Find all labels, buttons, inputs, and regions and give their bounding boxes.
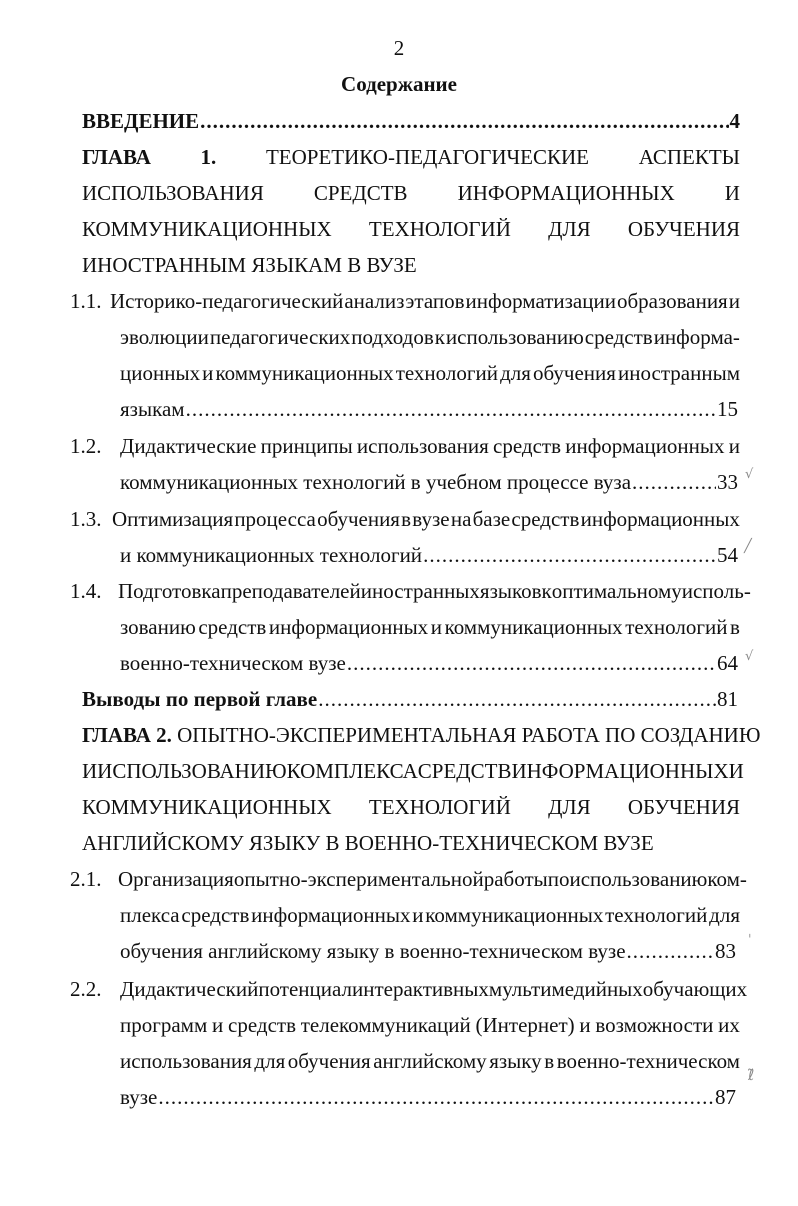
section-2-1-line3[interactable]: обучения английскому языку в военно-техническом вузе ..... 83 [120,938,736,964]
pencil-check-mark: √ [745,467,754,482]
section-1-4-line3[interactable]: военно-техническом вузе ..... 64 [120,650,738,676]
section-number: 1.2. [70,434,102,458]
dot-leader [632,469,716,495]
chapter2-heading-line1: ГЛАВА 2. ОПЫТНО-ЭКСПЕРИМЕНТАЛЬНАЯ РАБОТА ПО СОЗДАНИЮ [82,723,761,747]
pencil-tick-mark: ˈ [748,933,752,948]
chapter2-heading-line4: АНГЛИЙСКОМУ ЯЗЫКУ В ВОЕННО-ТЕХНИЧЕСКОМ ВУЗЕ [82,831,654,855]
word: СРЕДСТВ [313,181,408,205]
section-number: 1.1. [70,289,102,313]
section-2-2-line2[interactable]: программ и средств телекоммуникаций (Интернет) и возможности их [120,1013,740,1037]
dot-leader [200,108,728,134]
word: ТЕОРЕТИКО-ПЕДАГОГИЧЕСКИЕ [265,145,590,169]
section-2-2-line1[interactable]: Дидактический потенциал интерактивных мультимедийных обучающих [120,977,748,1001]
section-2-2-line4[interactable]: вузе ..... 87 [120,1084,736,1110]
dot-leader [347,650,716,676]
word: ДЛЯ [548,217,591,241]
toc-entry-intro[interactable] [82,108,740,134]
toc-page-number: 4 [729,109,740,133]
section-number: 1.4. [70,579,102,603]
section-1-3-line1[interactable]: Оптимизация процесса обучения в вузе на базе средств информационных [112,507,740,531]
toc-page-number: 83 [715,939,736,963]
section-2-1-line1[interactable]: Организация опытно-экспериментальной работы по использованию ком- [118,867,747,891]
page-title: Содержание [341,72,457,96]
chapter1-heading-line2 [82,180,740,206]
section-2-2-line3[interactable]: использования для обучения английскому языку в военно-техническом [120,1049,740,1073]
toc-entry-conclusions[interactable] [82,686,738,712]
pencil-scribble-mark: ℓ̃ [748,1066,755,1084]
section-1-2-line2[interactable]: коммуникационных технологий в учебном процессе вуза ..... 33 [120,469,738,495]
word: ОБУЧЕНИЯ [627,217,740,241]
pencil-tick-mark: ╱ [744,539,752,554]
section-1-1-line2[interactable]: эволюции педагогических подходов к использованию средств информа- [120,325,740,349]
toc-page-number: 64 [717,651,738,675]
dot-leader [627,938,714,964]
dot-leader [186,396,716,422]
chapter-number: 1. [200,145,217,169]
section-1-1-line1[interactable]: Историко-педагогический анализ этапов информатизации образования и [110,289,740,313]
section-number: 1.3. [70,507,102,531]
section-1-4-line1[interactable]: Подготовка преподавателей иностранных языков к оптимальному исполь- [118,579,751,603]
toc-page-number: 87 [715,1085,736,1109]
section-number: 2.1. [70,867,102,891]
chapter2-heading-line3: КОММУНИКАЦИОННЫХ ТЕХНОЛОГИЙ ДЛЯ ОБУЧЕНИЯ [82,795,740,819]
dot-leader [423,542,716,568]
section-number: 2.2. [70,977,102,1001]
section-2-1-line2[interactable]: плекса средств информационных и коммуникационных технологий для [120,903,740,927]
chapter-label: ГЛАВА 2. [82,723,172,747]
toc-page-number: 54 [717,543,738,567]
toc-page-number: 33 [717,470,738,494]
toc-page-number: 81 [717,687,738,711]
chapter1-heading-line4: ИНОСТРАННЫМ ЯЗЫКАМ В ВУЗЕ [82,253,417,277]
chapter-word: ГЛАВА [82,145,151,169]
word: ИНФОРМАЦИОННЫХ [457,181,675,205]
word: ТЕХНОЛОГИЙ [368,217,511,241]
section-1-1-line4[interactable]: языкам ..... 15 [120,396,738,422]
word: КОММУНИКАЦИОННЫХ [82,217,332,241]
word: АСПЕКТЫ [638,145,740,169]
chapter1-heading-line3 [82,216,740,242]
section-1-4-line2[interactable]: зованию средств информационных и коммуникационных технологий в [120,615,740,639]
toc-entry-label: ВВЕДЕНИЕ [82,109,200,133]
toc-page-number: 15 [717,397,738,421]
section-1-2-line1[interactable]: Дидактические принципы использования средств информационных и [120,434,740,458]
dot-leader [318,686,716,712]
section-1-1-line3[interactable]: ционных и коммуникационных технологий для обучения иностранным [120,361,740,385]
chapter1-heading-line1 [82,144,740,170]
toc-entry-label: Выводы по первой главе [82,687,318,711]
word: И [724,181,740,205]
page-number: 2 [393,36,405,60]
pencil-check-mark: √ [745,649,754,664]
dot-leader [158,1084,714,1110]
chapter2-heading-line2: И ИСПОЛЬЗОВАНИЮ КОМПЛЕКСА СРЕДСТВ ИНФОРМАЦИОННЫХ И [82,759,744,783]
word: ИСПОЛЬЗОВАНИЯ [82,181,264,205]
section-1-3-line2[interactable]: и коммуникационных технологий ..... 54 [120,542,738,568]
